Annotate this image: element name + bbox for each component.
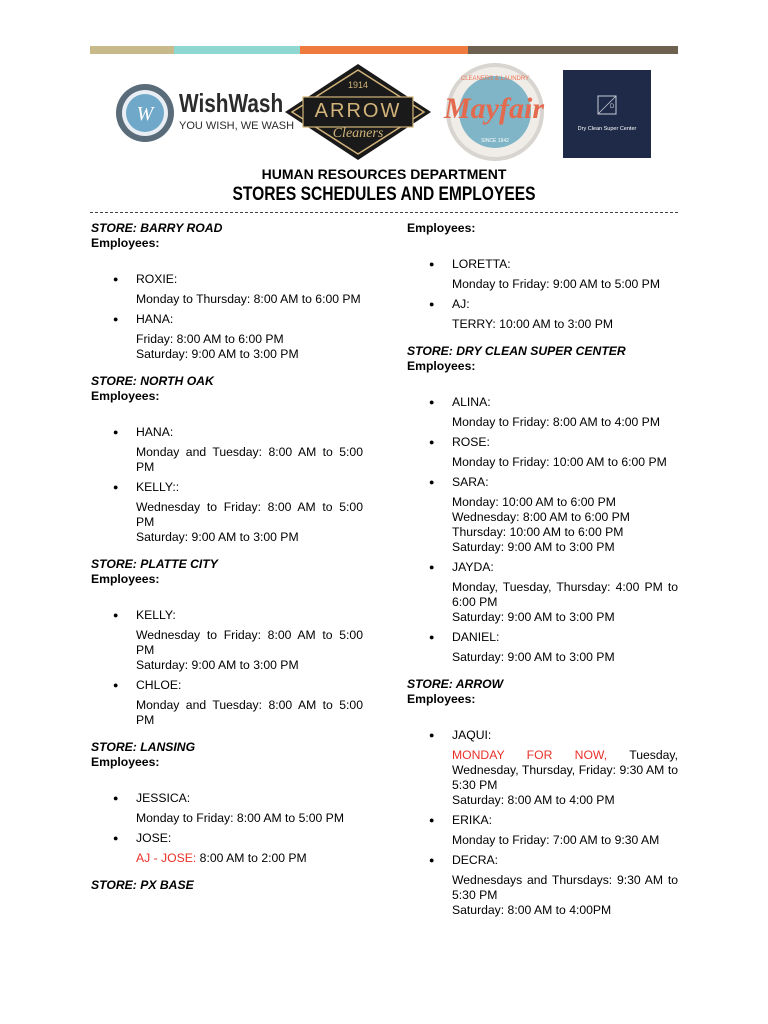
employee-name: ● ERIKA: [452, 813, 492, 827]
dry-clean-mark-icon [563, 70, 651, 158]
spacer [407, 374, 678, 389]
employee-schedule [136, 332, 363, 362]
schedule-line: Saturday: 8:00 AM to 4:00 PM [452, 793, 615, 807]
store-section [91, 740, 363, 866]
spacer [91, 404, 363, 419]
schedule-line: Friday: 8:00 AM to 6:00 PM [136, 332, 284, 346]
schedule-line: Monday to Friday: 8:00 AM to 5:00 PM [136, 811, 344, 825]
spacer [407, 236, 678, 251]
schedule-line: 8:00 AM to 2:00 PM [196, 851, 307, 865]
employee-schedule [136, 445, 363, 475]
store-section [91, 221, 363, 362]
store-name: STORE: PX BASE [91, 878, 194, 892]
employee-name: ● JAQUI: [452, 728, 492, 742]
employee-item [91, 791, 363, 826]
schedule-line: Saturday: 8:00 AM to 4:00PM [452, 903, 612, 917]
schedule-line: Thursday: 10:00 AM to 6:00 PM [452, 525, 624, 539]
employee-schedule [452, 495, 678, 555]
schedule-line: Saturday: 9:00 AM to 3:00 PM [136, 530, 299, 544]
employee-list [407, 728, 678, 918]
employee-schedule [136, 851, 363, 866]
employee-item [91, 480, 363, 545]
employee-list [407, 257, 678, 332]
employee-schedule [452, 873, 678, 918]
employee-schedule [136, 811, 363, 826]
employee-name: ● DANIEL: [452, 630, 500, 644]
employee-name: ● JOSE: [136, 831, 172, 845]
employee-schedule [136, 698, 363, 728]
wishwash-tagline: YOU WISH, WE WASH [179, 120, 295, 132]
schedule-line: TERRY: 10:00 AM to 3:00 PM [452, 317, 614, 331]
employee-schedule [452, 277, 678, 292]
employee-list [91, 425, 363, 545]
store-name: STORE: NORTH OAK [91, 374, 214, 388]
wishwash-logo [115, 82, 295, 144]
spacer [91, 587, 363, 602]
dry-clean-name: Dry Clean Super Center [577, 126, 637, 132]
employee-name: ● KELLY: [136, 608, 176, 622]
schedule-line: Wednesday: 8:00 AM to 6:00 PM [452, 510, 630, 524]
schedule-line: Wednesdays and Thursdays: 9:30 AM to 5:30 PM [452, 873, 678, 902]
left-column [91, 221, 363, 905]
store-section [91, 878, 363, 893]
color-segment [174, 46, 300, 54]
employee-name: ● SARA: [452, 475, 489, 489]
page-title: STORES SCHEDULES AND EMPLOYEES [232, 184, 536, 205]
schedule-line: Saturday: 9:00 AM to 3:00 PM [452, 540, 615, 554]
schedule-line: Tuesday, Wednesday, Thursday, Friday: 9:30 AM to 5:30 PM [452, 748, 678, 792]
employee-name: ● ROXIE: [136, 272, 178, 286]
employees-label: Employees: [91, 236, 160, 250]
employee-list [407, 395, 678, 665]
schedule-line: Monday to Friday: 8:00 AM to 4:00 PM [452, 415, 660, 429]
store-section [91, 374, 363, 545]
store-name: STORE: DRY CLEAN SUPER CENTER [407, 344, 626, 358]
store-name: STORE: ARROW [407, 677, 504, 691]
store-name: STORE: LANSING [91, 740, 196, 754]
employees-label: Employees: [91, 389, 160, 403]
employees-label: Employees: [91, 572, 160, 586]
employee-schedule [452, 748, 678, 808]
employee-item [91, 272, 363, 307]
schedule-line: Monday to Thursday: 8:00 AM to 6:00 PM [136, 292, 361, 306]
employee-name: ● JAYDA: [452, 560, 494, 574]
mayfair-top: CLEANERS & LAUNDRY [460, 76, 530, 82]
employee-list [91, 608, 363, 728]
employee-item [91, 831, 363, 866]
employee-name: ● HANA: [136, 425, 174, 439]
employee-schedule [136, 500, 363, 545]
employee-name: ● DECRA: [452, 853, 499, 867]
schedule-line: Saturday: 9:00 AM to 3:00 PM [452, 650, 615, 664]
employee-item [91, 608, 363, 673]
employee-item [91, 678, 363, 728]
employee-name: ● LORETTA: [452, 257, 511, 271]
store-section [407, 344, 678, 665]
employee-item [407, 395, 678, 430]
mayfair-logo [435, 62, 551, 162]
store-section [91, 557, 363, 728]
schedule-line: Monday, Tuesday, Thursday: 4:00 PM to 6:00 PM [452, 580, 678, 609]
schedule-line: Monday to Friday: 7:00 AM to 9:30 AM [452, 833, 660, 847]
employee-item [407, 475, 678, 555]
dry-clean-logo [563, 70, 651, 158]
divider [90, 212, 678, 213]
store-section [407, 221, 678, 332]
spacer [407, 707, 678, 722]
employees-label: Employees: [407, 359, 476, 373]
employee-item [407, 728, 678, 808]
spacer [91, 770, 363, 785]
employee-item [407, 297, 678, 332]
color-segment [300, 46, 468, 54]
employees-label: Employees: [91, 755, 160, 769]
schedule-line: Monday to Friday: 9:00 AM to 5:00 PM [452, 277, 660, 291]
employee-list [91, 791, 363, 866]
schedule-note: MONDAY FOR NOW, [452, 748, 608, 762]
employees-label: Employees: [407, 221, 476, 235]
employee-item [407, 630, 678, 665]
mayfair-since: SINCE 1942 [481, 138, 509, 144]
mayfair-name: Mayfair [444, 92, 544, 125]
wishwash-name: WishWash [179, 88, 284, 118]
employee-schedule [452, 580, 678, 625]
employee-item [407, 853, 678, 918]
arrow-year: 1914 [347, 80, 369, 90]
schedule-line: Saturday: 9:00 AM to 3:00 PM [136, 658, 299, 672]
employee-name: ● JESSICA: [136, 791, 191, 805]
employee-name: ● AJ: [452, 297, 470, 311]
schedule-line: Wednesday to Friday: 8:00 AM to 5:00 PM [136, 628, 363, 657]
employee-schedule [452, 455, 678, 470]
schedule-line: Monday and Tuesday: 8:00 AM to 5:00 PM [136, 445, 363, 474]
arrow-sub: Cleaners [332, 126, 384, 141]
employee-schedule [136, 292, 363, 307]
color-segment [90, 46, 174, 54]
employee-name: ● HANA: [136, 312, 174, 326]
arrow-name: ARROW [314, 100, 402, 122]
arrow-logo [283, 62, 433, 162]
employees-label: Employees: [407, 692, 476, 706]
schedule-line: Monday and Tuesday: 8:00 AM to 5:00 PM [136, 698, 363, 727]
logos-banner [115, 60, 675, 165]
spacer [91, 251, 363, 266]
schedule-line: Monday: 10:00 AM to 6:00 PM [452, 495, 616, 509]
employee-name: ● KELLY:: [136, 480, 180, 494]
employee-item [91, 425, 363, 475]
schedule-line: Monday to Friday: 10:00 AM to 6:00 PM [452, 455, 667, 469]
header-color-bar [90, 46, 678, 54]
employee-item [407, 813, 678, 848]
dry-clean-mark: D [610, 104, 615, 110]
store-name: STORE: BARRY ROAD [91, 221, 223, 235]
employee-item [91, 312, 363, 362]
employee-schedule [136, 628, 363, 673]
schedule-line: Wednesday to Friday: 8:00 AM to 5:00 PM [136, 500, 363, 529]
employee-list [91, 272, 363, 362]
employee-item [407, 560, 678, 625]
schedule-note: AJ - JOSE: [136, 851, 197, 865]
employee-item [407, 257, 678, 292]
employee-item [407, 435, 678, 470]
store-name: STORE: PLATTE CITY [91, 557, 218, 571]
employee-name: ● ALINA: [452, 395, 491, 409]
store-section [407, 677, 678, 918]
employee-name: ● ROSE: [452, 435, 490, 449]
wishwash-initials: W [136, 103, 154, 125]
employee-schedule [452, 415, 678, 430]
employee-schedule [452, 650, 678, 665]
schedule-line: Saturday: 9:00 AM to 3:00 PM [136, 347, 299, 361]
right-column [407, 221, 678, 930]
employee-schedule [452, 317, 678, 332]
color-segment [468, 46, 678, 54]
schedule-line: Saturday: 9:00 AM to 3:00 PM [452, 610, 615, 624]
employee-name: ● CHLOE: [136, 678, 182, 692]
employee-schedule [452, 833, 678, 848]
department-heading: HUMAN RESOURCES DEPARTMENT [261, 166, 507, 182]
